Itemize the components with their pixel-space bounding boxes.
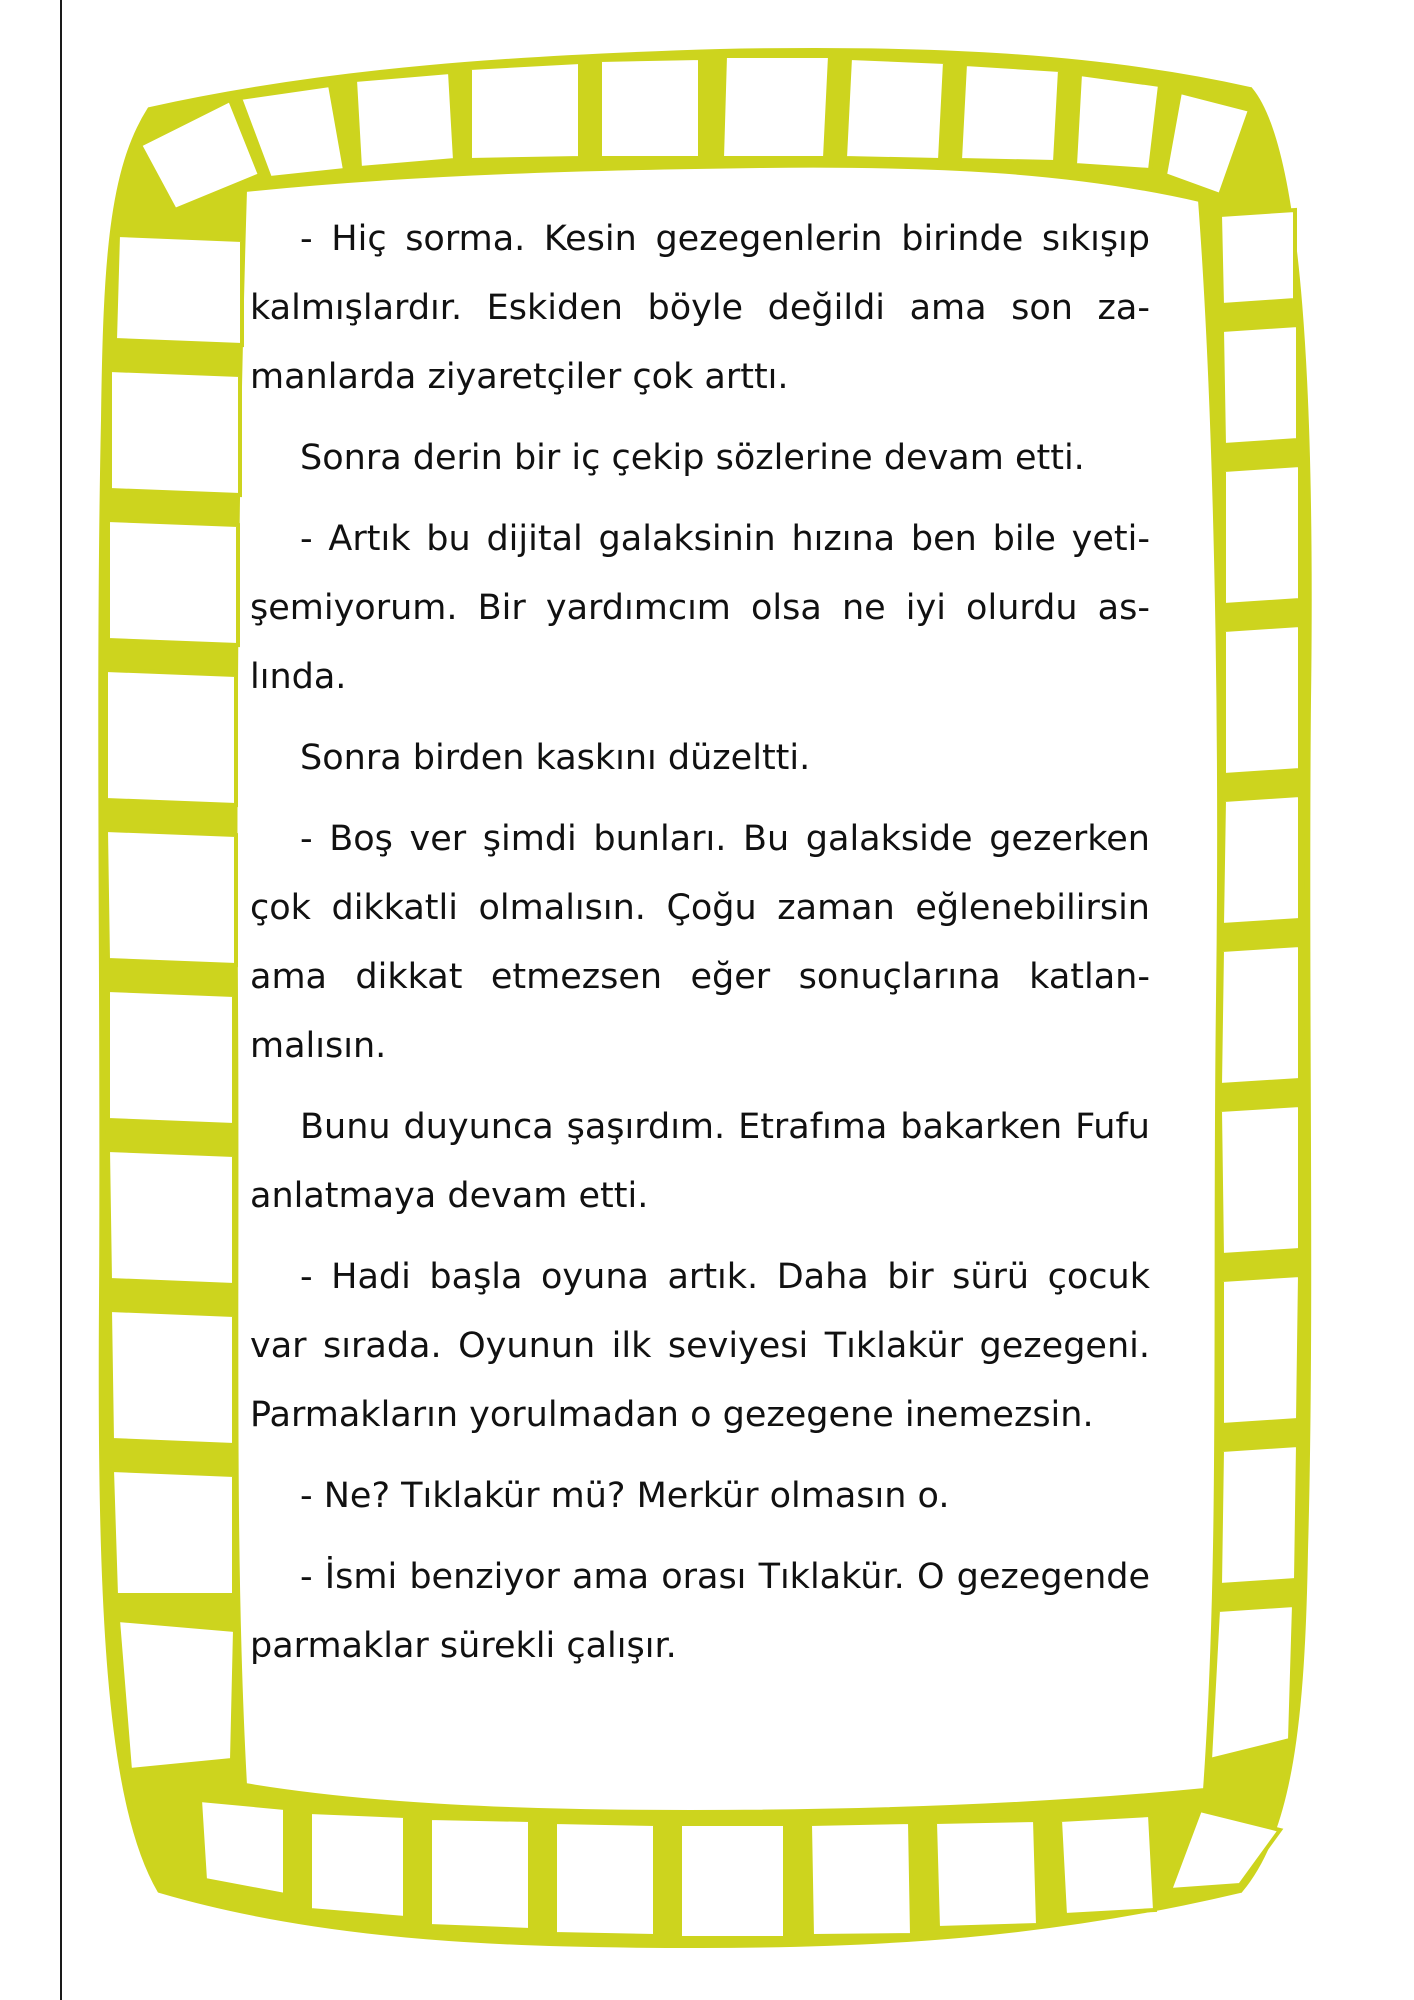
story-text — [250, 205, 1150, 1765]
story-paragraph: - Ne? Tıklakür mü? Merkür olmasın o. — [300, 1476, 950, 1516]
story-paragraph: - İsmi benziyor ama orası Tıklakür. O gezegende parmaklar sürekli çalışır. — [250, 1557, 1150, 1666]
story-paragraph: - Boş ver şimdi bunları. Bu galakside gezerken çok dikkatli olmalısın. Çoğu zaman eğlenebilirsin ama dikkat etmezsen eğer sonuçlarına katlanmalısın. — [250, 819, 1150, 1066]
story-paragraph: - Artık bu dijital galaksinin hızına ben bile yetişemiyorum. Bir yardımcım olsa ne iyi olurdu aslında. — [250, 519, 1150, 697]
story-paragraph: Sonra derin bir iç çekip sözlerine devam etti. — [300, 438, 1085, 478]
story-paragraph: Sonra birden kaskını düzeltti. — [300, 738, 811, 778]
story-paragraph: Bunu duyunca şaşırdım. Etrafıma bakarken Fufu anlatmaya devam etti. — [250, 1107, 1150, 1216]
story-paragraph: - Hiç sorma. Kesin gezegenlerin birinde sıkışıp kalmışlardır. Eskiden böyle değildi ama son zamanlarda ziyaretçiler çok arttı. — [250, 219, 1150, 397]
story-paragraph: - Hadi başla oyuna artık. Daha bir sürü çocuk var sırada. Oyunun ilk seviyesi Tıklakür gezegeni. Parmakların yorulmadan o gezegene inemezsin. — [250, 1257, 1150, 1435]
